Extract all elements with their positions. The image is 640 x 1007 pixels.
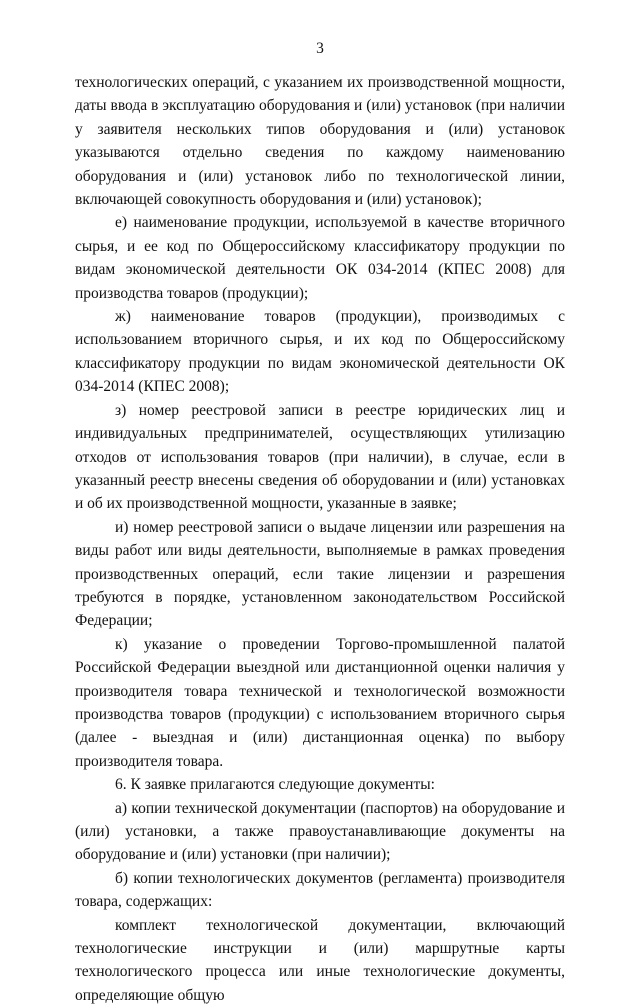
paragraph-documentation-set: комплект технологической документации, включающий технологические инструкции и (или) маршрутные карты технологического процесса или иные технологические документы, определяющие общую <box>75 916 565 1004</box>
document-body <box>75 71 565 1007</box>
paragraph-item-i: и) номер реестровой записи о выдаче лицензии или разрешения на виды работ или виды деятельности, выполняемые в рамках проведения производственных операций, если такие лицензии и разрешения требуются в порядке, установленном законодательством Российской Федерации; <box>75 518 565 630</box>
paragraph-section-6: 6. К заявке прилагаются следующие документы: <box>115 776 435 794</box>
paragraph-item-e: е) наименование продукции, используемой в качестве вторичного сырья, и ее код по Общероссийскому классификатору продукции по видам экономической деятельности ОК 034-2014 (КПЕС 2008) для производства товаров (продукции); <box>75 214 565 302</box>
paragraph-item-a: а) копии технической документации (паспортов) на оборудование и (или) установки, а также правоустанавливающие документы на оборудование и (или) установки (при наличии); <box>75 799 565 864</box>
paragraph-continuation: технологических операций, с указанием их производственной мощности, даты ввода в эксплуатацию оборудования и (или) установок (при наличии у заявителя нескольких типов оборудования и (или) установок указываются отдельно сведения по каждому наименованию оборудования и (или) установок либо по технологической линии, включающей совокупность оборудования и (или) установок); <box>75 74 565 209</box>
paragraph-item-k: к) указание о проведении Торгово-промышленной палатой Российской Федерации выездной или дистанционной оценки наличия у производителя товара технической и технологической возможности производства товаров (продукции) с использованием вторичного сырья (далее - выездная и (или) дистанционная оценка) по выбору производителя товара. <box>75 635 565 770</box>
paragraph-item-zh: ж) наименование товаров (продукции), производимых с использованием вторичного сырья, и их код по Общероссийскому классификатору продукции по видам экономической деятельности ОК 034-2014 (КПЕС 2008); <box>75 308 565 396</box>
paragraph-item-z: з) номер реестровой записи в реестре юридических лиц и индивидуальных предпринимателей, осуществляющих утилизацию отходов от использования товаров (при наличии), в случае, если в указанный реестр внесены сведения об оборудовании и (или) установках и об их производственной мощности, указанные в заявке; <box>75 401 565 513</box>
paragraph-item-b: б) копии технологических документов (регламента) производителя товара, содержащих: <box>75 869 565 911</box>
page-number: 3 <box>316 40 324 57</box>
